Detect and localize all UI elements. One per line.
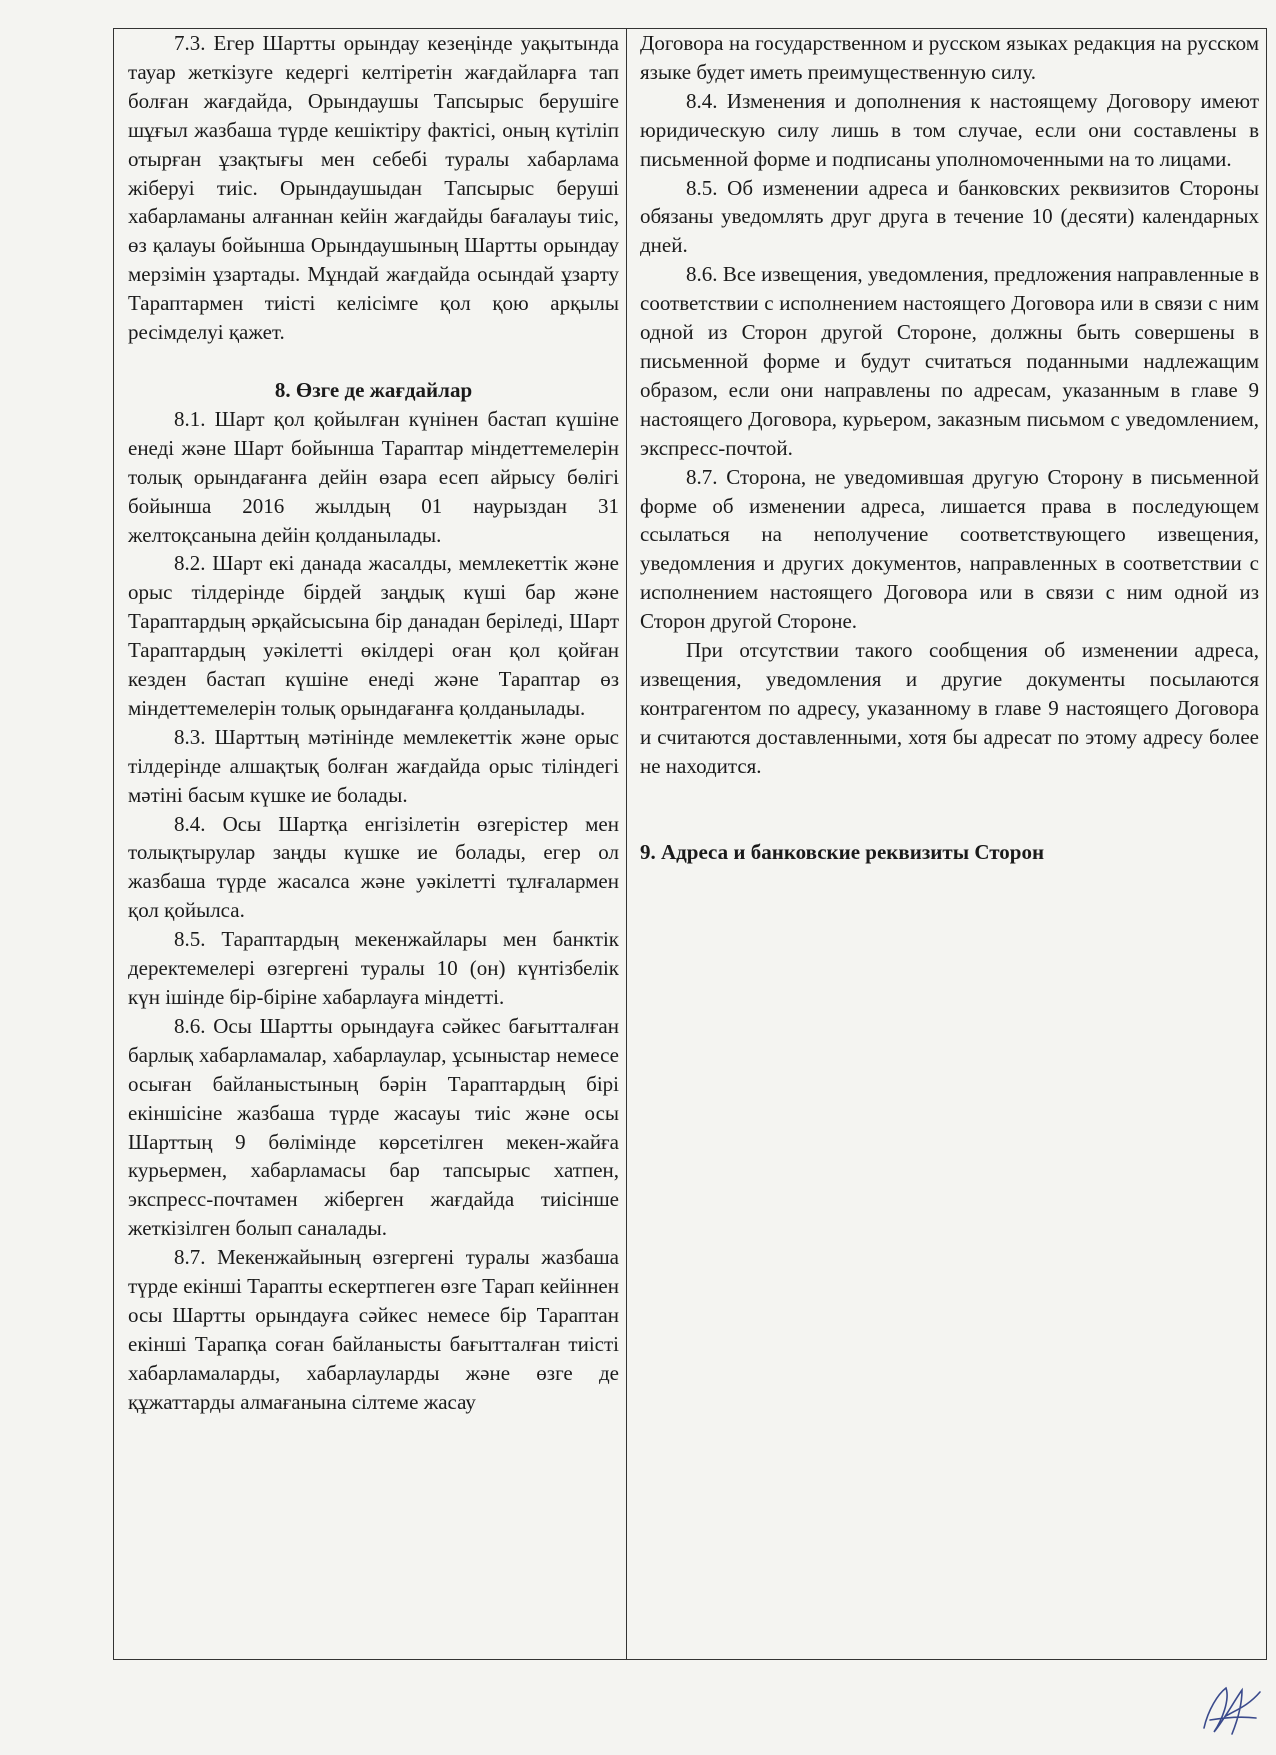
signature-icon	[1196, 1680, 1268, 1740]
clause-8-6-ru: 8.6. Все извещения, уведомления, предложения направленные в соответствии с исполнением настоящего Договора или в связи с ним одной из Сторон другой Стороне, должны быть совершены в письменной форме и будут считаться поданными надлежащим образом, если они направлены по адресам, указанным в главе 9 настоящего Договора, курьером, заказным письмом с уведомлением, экспресс-почтой.	[640, 262, 1259, 460]
document-two-column-table	[113, 28, 1267, 1660]
clause-8-6-kz: 8.6. Осы Шартты орындауға сәйкес бағытталған барлық хабарламалар, хабарлаулар, ұсыныстар немесе осыған байланыстының бәрін Тараптардың бірі екіншісіне жазбаша түрде жасауы тиіс және осы Шарттың 9 бөлімінде көрсетілген мекен-жайға курьермен, хабарламасы бар тапсырыс хатпен, экспресс-почтамен жіберген жағдайда тиісінше жеткізілген болып саналады.	[128, 1013, 619, 1241]
spacer	[128, 347, 619, 376]
section-8-heading-kz: 8. Өзге де жағдайлар	[274, 377, 473, 402]
clause-7-3-kz: 7.3. Егер Шартты орындау кезеңінде уақытында тауар жеткізуге кедергі келтіретін жағдайларға тап болған жағдайда, Орындаушы Тапсырыс берушіге шұғыл жазбаша түрде кешіктіру фактісі, оның күтіліп отырған ұзақтығы мен себебі туралы хабарлама жіберуі тиіс. Орындаушыдан Тапсырыс беруші хабарламаны алғаннан кейін жағдайды бағалауы тиіс, өз қалауы бойынша Орындаушының Шартты орындау мерзімін ұзартады. Мұндай жағдайда осындай ұзарту Тараптармен тиісті келісімге қол қою арқылы ресімделуі қажет.	[128, 31, 619, 345]
clause-8-3-ru-continuation: Договора на государственном и русском языках редакция на русском языке будет иметь преимущественную силу.	[640, 31, 1259, 84]
clause-8-1-kz: 8.1. Шарт қол қойылған күнінен бастап күшіне енеді және Шарт бойынша Тараптар міндеттемелерін толық орындағанға дейін өзара есеп айрысу бөлігі бойынша 2016 жылдың 01 наурыздан 31 желтоқсанына дейін қолданылады.	[128, 406, 619, 547]
kazakh-text-column	[114, 29, 627, 1659]
clause-8-4-ru: 8.4. Изменения и дополнения к настоящему Договору имеют юридическую силу лишь в том случае, если они составлены в письменной форме и подписаны уполномоченными на то лицами.	[640, 88, 1259, 171]
clause-8-3-kz: 8.3. Шарттың мәтінінде мемлекеттік және орыс тілдерінде алшақтық болған жағдайда орыс тіліндегі мәтіні басым күшке ие болады.	[128, 724, 619, 807]
clause-8-4-kz: 8.4. Осы Шартқа енгізілетін өзгерістер мен толықтырулар заңды күшке ие болады, егер ол жазбаша түрде жасалса және уәкілетті тұлғалармен қол қойылса.	[128, 811, 619, 923]
clause-8-5-ru: 8.5. Об изменении адреса и банковских реквизитов Стороны обязаны уведомлять друг друга в течение 10 (десяти) календарных дней.	[640, 175, 1259, 258]
clause-8-7-ru: 8.7. Сторона, не уведомившая другую Сторону в письменной форме об изменении адреса, лишается права в последующем ссылаться на неполучение соответствующего извещения, уведомления и других документов, направленных в соответствии с исполнением настоящего Договора или в связи с ним одной из Сторон другой Стороне.	[640, 464, 1259, 634]
clause-8-2-kz: 8.2. Шарт екі данада жасалды, мемлекеттік және орыс тілдерінде бірдей заңдық күші бар және Тараптардың әрқайсысына бір данадан беріледі, Шарт Тараптардың уәкілетті өкілдері оған қол қойған кезден бастап күшіне енеді және Тараптар өз міндеттемелерін толық орындағанға қолданылады.	[128, 551, 619, 720]
clause-8-5-kz: 8.5. Тараптардың мекенжайлары мен банктік деректемелері өзгергені туралы 10 (он) күнтізбелік күн ішінде бір-біріне хабарлауға міндетті.	[128, 927, 619, 1009]
russian-text-column	[627, 29, 1266, 1659]
clause-8-7-kz: 8.7. Мекенжайының өзгергені туралы жазбаша түрде екінші Тарапты ескертпеген өзге Тарап кейіннен осы Шартты орындауға сәйкес немесе бір Тараптан екінші Тарапқа соған байланысты бағытталған тиісті хабарламаларды, хабарлауларды және өзге де құжаттарды алмағанына сілтеме жасау	[128, 1245, 619, 1414]
section-9-heading-ru: 9. Адреса и банковские реквизиты Сторон	[640, 839, 1045, 864]
clause-8-7-ru-note: При отсутствии такого сообщения об изменении адреса, извещения, уведомления и другие документы посылаются контрагентом по адресу, указанному в главе 9 настоящего Договора и считаются доставленными, хотя бы адресат по этому адресу более не находится.	[640, 638, 1259, 778]
